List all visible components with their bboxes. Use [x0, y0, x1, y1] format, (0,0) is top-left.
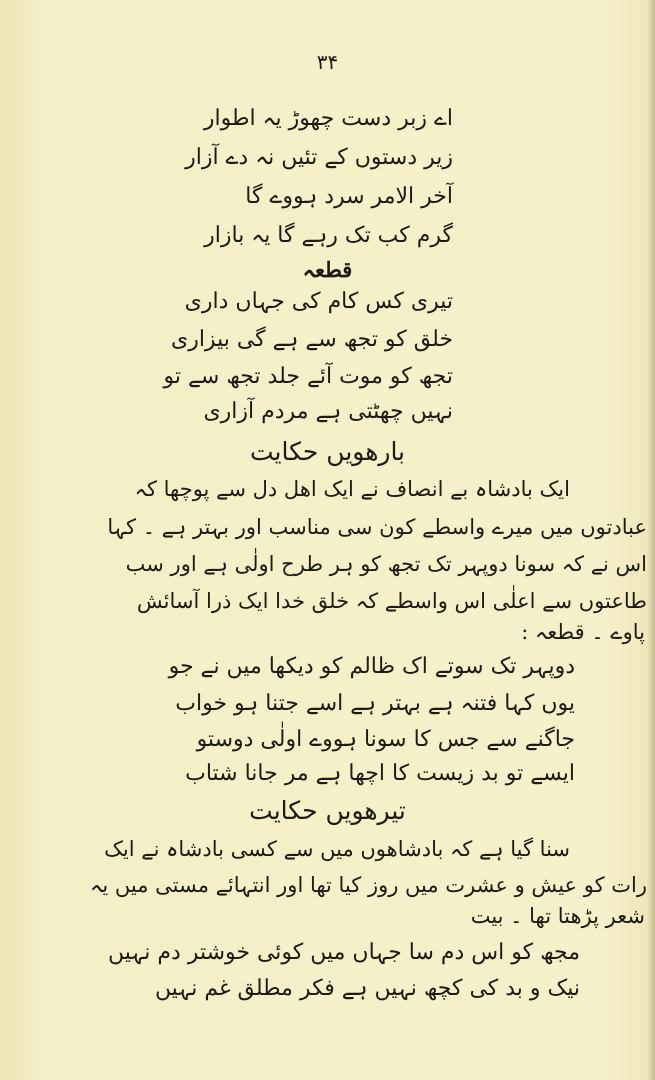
stanza1-line-2: زیر دستوں کے تئیں نہ دے آزار: [185, 145, 453, 170]
story12-line-3: اس نے کہ سونا دوپہر تک تجھ کو ہر طرح اولٰی ہے اور سب: [125, 552, 647, 576]
qita-label: قطعہ: [302, 257, 353, 282]
stanza2-line-2: خلق کو تجھ سے ہے گی بیزاری: [170, 327, 453, 352]
stanza4-line-1: مجھ کو اس دم سا جہاں میں کوئی خوشتر دم نہیں: [108, 940, 580, 965]
stanza3-line-4: ایسے تو بد زیست کا اچھا ہے مر جانا شتاب: [185, 761, 575, 786]
story12-line-4: طاعتوں سے اعلٰی اس واسطے کہ خلق خدا ایک ذرا آسائش: [136, 589, 647, 613]
stanza3-line-2: یوں کہا فتنہ ہے بہتر ہے اسے جتنا ہو خواب: [175, 691, 575, 716]
page-number: ۳۴: [316, 50, 339, 74]
story13-title: تیرھویں حکایت: [249, 796, 406, 825]
story12-line-2: عبادتوں میں میرے واسطے کون سی مناسب اور بہتر ہے ۔ کہا: [107, 515, 647, 539]
stanza3-line-1: دوپہر تک سوتے اک ظالم کو دیکھا میں نے جو: [168, 654, 575, 679]
story13-line-3: شعر پڑھتا تھا ۔ بیت: [470, 904, 645, 928]
stanza1-line-4: گرم کب تک رہے گا یہ بازار: [204, 223, 453, 248]
story12-line-5: پاوے ۔ قطعہ :: [521, 620, 645, 644]
stanza4-line-2: نیک و بد کی کچھ نہیں ہے فکر مطلق غم نہیں: [154, 976, 580, 1001]
story12-line-1: ایک بادشاہ بے انصاف نے ایک اھل دل سے پوچھا کہ: [134, 477, 570, 501]
stanza3-line-3: جاگنے سے جس کا سونا ہووے اولٰی دوستو: [196, 727, 575, 752]
stanza2-line-4: نہیں چھٹتی ہے مردم آزاری: [203, 399, 453, 424]
stanza2-line-1: تیری کس کام کی جہاں داری: [184, 289, 453, 314]
story13-line-1: سنا گیا ہے کہ بادشاھوں میں سے کسی بادشاہ نے ایک: [104, 837, 570, 861]
story13-line-2: رات کو عیش و عشرت میں روز کیا تھا اور انتہائے مستی میں یہ: [90, 873, 647, 897]
story12-title: بارھویں حکایت: [249, 437, 406, 466]
stanza1-line-3: آخر الامر سرد ہووے گا: [245, 184, 453, 209]
stanza2-line-3: تجھ کو موت آئے جلد تجھ سے تو: [163, 364, 453, 389]
stanza1-line-1: اے زبر دست چھوڑ یہ اطوار: [203, 106, 453, 131]
page-edge-shadow: [647, 0, 655, 1080]
